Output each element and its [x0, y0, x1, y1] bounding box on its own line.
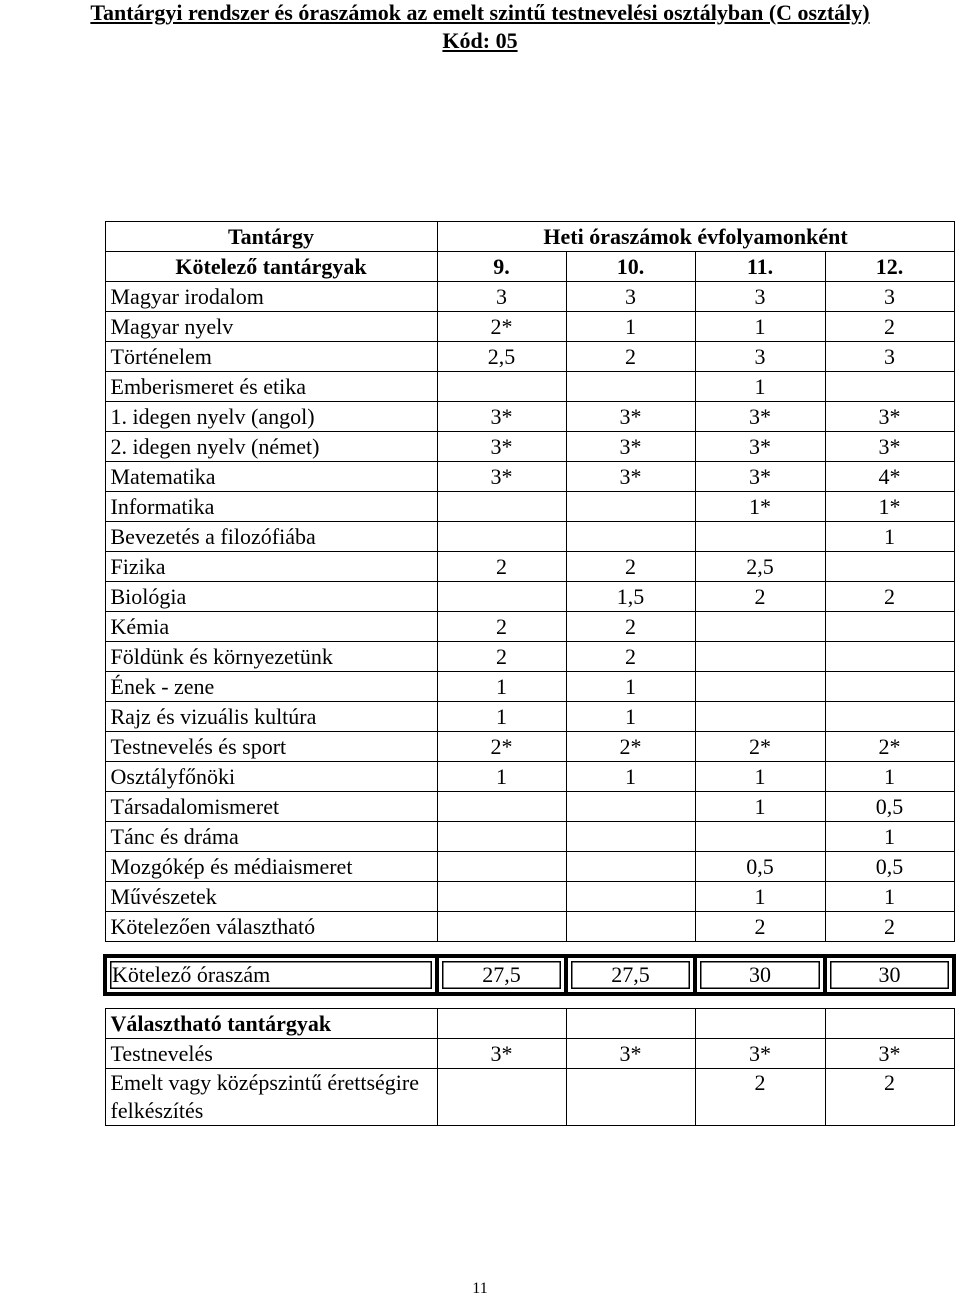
total-hours-grade-11: 30	[695, 956, 825, 994]
hours-cell-grade-12: 2*	[825, 732, 954, 762]
optional-subjects-header	[105, 1009, 954, 1039]
hours-cell-grade-9	[437, 792, 566, 822]
hours-cell-grade-10: 1	[566, 762, 695, 792]
hours-cell-grade-11	[695, 672, 825, 702]
hours-cell-grade-9: 3*	[437, 1039, 566, 1069]
hours-cell-grade-9: 2	[437, 642, 566, 672]
hours-cell-grade-10	[566, 882, 695, 912]
table-row	[105, 792, 954, 822]
hours-cell-grade-11: 2,5	[695, 552, 825, 582]
subject-cell: Magyar irodalom	[105, 282, 437, 312]
hours-cell-grade-12	[825, 612, 954, 642]
document-code: Kód: 05	[442, 28, 518, 53]
hours-cell-grade-11	[695, 702, 825, 732]
subject-cell: Emberismeret és etika	[105, 372, 437, 402]
hours-cell-grade-11	[695, 612, 825, 642]
hours-cell-grade-10: 2*	[566, 732, 695, 762]
hours-cell-grade-11: 3	[695, 282, 825, 312]
grade-11: 11.	[695, 252, 825, 282]
table-row	[105, 732, 954, 762]
total-hours-grade-10: 27,5	[566, 956, 695, 994]
hours-cell-grade-11: 1	[695, 762, 825, 792]
hours-cell-grade-12: 0,5	[825, 852, 954, 882]
table-row	[105, 342, 954, 372]
hours-cell-grade-12	[825, 702, 954, 732]
subject-cell: Mozgókép és médiaismeret	[105, 852, 437, 882]
hours-cell-grade-10: 1	[566, 672, 695, 702]
subject-cell: Testnevelés	[105, 1039, 437, 1069]
subject-cell: Földünk és környezetünk	[105, 642, 437, 672]
table-row	[105, 582, 954, 612]
table-spacer	[105, 994, 954, 1009]
table-row	[105, 852, 954, 882]
hours-cell-grade-10: 3	[566, 282, 695, 312]
hours-cell-grade-11	[695, 642, 825, 672]
hours-cell-grade-11: 3	[695, 342, 825, 372]
table-row	[105, 882, 954, 912]
hours-cell-grade-10: 1	[566, 312, 695, 342]
hours-cell-grade-9	[437, 912, 566, 942]
hours-cell-grade-12	[825, 552, 954, 582]
table-spacer	[105, 942, 954, 957]
hours-cell-grade-11: 3*	[695, 462, 825, 492]
hours-cell-grade-11: 3*	[695, 402, 825, 432]
grade-10: 10.	[566, 252, 695, 282]
hours-cell-grade-10: 3*	[566, 432, 695, 462]
hours-cell-grade-12: 2	[825, 1069, 954, 1126]
total-hours-row	[105, 956, 954, 994]
subject-cell: Matematika	[105, 462, 437, 492]
hours-cell-grade-11: 2	[695, 1069, 825, 1126]
optional-subjects-label: Választható tantárgyak	[105, 1009, 437, 1039]
hours-cell-grade-9: 2,5	[437, 342, 566, 372]
table-row	[105, 462, 954, 492]
hours-cell-grade-10	[566, 852, 695, 882]
hours-cell-grade-10	[566, 372, 695, 402]
hours-cell-grade-11: 1	[695, 312, 825, 342]
hours-cell-grade-10: 2	[566, 612, 695, 642]
hours-cell-grade-12: 3*	[825, 432, 954, 462]
hours-cell-grade-12	[825, 372, 954, 402]
hours-cell-grade-10: 3*	[566, 1039, 695, 1069]
header-weekly-hours: Heti óraszámok évfolyamonként	[437, 222, 954, 252]
table-grade-row	[105, 252, 954, 282]
subject-cell: Magyar nyelv	[105, 312, 437, 342]
subject-cell: Bevezetés a filozófiába	[105, 522, 437, 552]
hours-cell-grade-10: 2	[566, 342, 695, 372]
hours-cell-grade-11: 1	[695, 372, 825, 402]
table-row	[105, 642, 954, 672]
table-row	[105, 312, 954, 342]
table-row	[105, 432, 954, 462]
hours-cell-grade-10: 3*	[566, 402, 695, 432]
hours-cell-grade-10	[566, 492, 695, 522]
hours-cell-grade-12: 0,5	[825, 792, 954, 822]
hours-cell-grade-12: 2	[825, 912, 954, 942]
subject-cell: Rajz és vizuális kultúra	[105, 702, 437, 732]
hours-cell-grade-12	[825, 672, 954, 702]
hours-cell-grade-10	[566, 1069, 695, 1126]
hours-cell-grade-9: 2*	[437, 312, 566, 342]
hours-cell-grade-12: 2	[825, 312, 954, 342]
table-row	[105, 522, 954, 552]
subject-cell: Történelem	[105, 342, 437, 372]
hours-cell-grade-9	[437, 492, 566, 522]
subject-cell: Művészetek	[105, 882, 437, 912]
hours-cell-grade-12: 1*	[825, 492, 954, 522]
hours-cell-grade-9: 3*	[437, 402, 566, 432]
hours-cell-grade-11: 1*	[695, 492, 825, 522]
subject-cell: Emelt vagy középszintű érettségire felkészítés	[105, 1069, 437, 1126]
hours-cell-grade-9	[437, 1069, 566, 1126]
table-row	[105, 702, 954, 732]
hours-cell-grade-12: 1	[825, 822, 954, 852]
subject-cell: Ének - zene	[105, 672, 437, 702]
hours-cell-grade-11: 2	[695, 912, 825, 942]
header-subject: Tantárgy	[105, 222, 437, 252]
subject-cell: Informatika	[105, 492, 437, 522]
hours-cell-grade-10	[566, 792, 695, 822]
empty-cell	[695, 1009, 825, 1039]
hours-cell-grade-9: 3	[437, 282, 566, 312]
hours-cell-grade-12: 1	[825, 762, 954, 792]
total-hours-label: Kötelező óraszám	[105, 956, 437, 994]
hours-cell-grade-9	[437, 372, 566, 402]
hours-cell-grade-12: 3	[825, 342, 954, 372]
hours-cell-grade-9	[437, 522, 566, 552]
hours-cell-grade-9	[437, 852, 566, 882]
hours-cell-grade-9: 3*	[437, 462, 566, 492]
mandatory-subjects-label: Kötelező tantárgyak	[105, 252, 437, 282]
subject-cell: 2. idegen nyelv (német)	[105, 432, 437, 462]
hours-cell-grade-9: 1	[437, 702, 566, 732]
table-row	[105, 402, 954, 432]
hours-cell-grade-9: 2	[437, 552, 566, 582]
subject-cell: Osztályfőnöki	[105, 762, 437, 792]
table-row	[105, 822, 954, 852]
hours-cell-grade-9	[437, 582, 566, 612]
hours-cell-grade-12: 2	[825, 582, 954, 612]
hours-cell-grade-10: 2	[566, 552, 695, 582]
table-row	[105, 1039, 954, 1069]
hours-cell-grade-11: 1	[695, 792, 825, 822]
hours-cell-grade-12: 3*	[825, 1039, 954, 1069]
hours-cell-grade-11	[695, 822, 825, 852]
hours-cell-grade-10: 2	[566, 642, 695, 672]
hours-cell-grade-11: 3*	[695, 1039, 825, 1069]
subject-cell: Fizika	[105, 552, 437, 582]
hours-cell-grade-11: 0,5	[695, 852, 825, 882]
hours-cell-grade-9	[437, 882, 566, 912]
hours-cell-grade-12: 3	[825, 282, 954, 312]
hours-cell-grade-12: 1	[825, 522, 954, 552]
hours-cell-grade-10: 1,5	[566, 582, 695, 612]
empty-cell	[437, 1009, 566, 1039]
subject-cell: Kémia	[105, 612, 437, 642]
grade-9: 9.	[437, 252, 566, 282]
table-header-row	[105, 222, 954, 252]
hours-cell-grade-9: 2*	[437, 732, 566, 762]
table-row	[105, 672, 954, 702]
table-row	[105, 612, 954, 642]
subject-cell: Testnevelés és sport	[105, 732, 437, 762]
table-row	[105, 282, 954, 312]
grade-12: 12.	[825, 252, 954, 282]
table-row	[105, 552, 954, 582]
subject-cell: Tánc és dráma	[105, 822, 437, 852]
table-row	[105, 912, 954, 942]
subject-cell: Kötelezően választható	[105, 912, 437, 942]
table-row	[105, 1069, 954, 1126]
hours-cell-grade-12: 4*	[825, 462, 954, 492]
table-row	[105, 372, 954, 402]
hours-cell-grade-10	[566, 912, 695, 942]
page-number: 11	[472, 1280, 488, 1297]
subject-cell: Társadalomismeret	[105, 792, 437, 822]
total-hours-grade-12: 30	[825, 956, 954, 994]
hours-cell-grade-11: 2*	[695, 732, 825, 762]
hours-cell-grade-10: 3*	[566, 462, 695, 492]
hours-cell-grade-10	[566, 822, 695, 852]
hours-cell-grade-11: 1	[695, 882, 825, 912]
table-row	[105, 492, 954, 522]
curriculum-table	[103, 221, 956, 1126]
empty-cell	[566, 1009, 695, 1039]
table-row	[105, 762, 954, 792]
hours-cell-grade-10: 1	[566, 702, 695, 732]
total-hours-grade-9: 27,5	[437, 956, 566, 994]
hours-cell-grade-9: 3*	[437, 432, 566, 462]
hours-cell-grade-9: 1	[437, 762, 566, 792]
hours-cell-grade-11: 3*	[695, 432, 825, 462]
subject-cell: 1. idegen nyelv (angol)	[105, 402, 437, 432]
hours-cell-grade-9: 2	[437, 612, 566, 642]
hours-cell-grade-12: 1	[825, 882, 954, 912]
hours-cell-grade-9: 1	[437, 672, 566, 702]
hours-cell-grade-12: 3*	[825, 402, 954, 432]
hours-cell-grade-9	[437, 822, 566, 852]
empty-cell	[825, 1009, 954, 1039]
hours-cell-grade-12	[825, 642, 954, 672]
document-title: Tantárgyi rendszer és óraszámok az emelt szintű testnevelési osztályban (C osztály)	[90, 0, 870, 25]
hours-cell-grade-11	[695, 522, 825, 552]
subject-cell: Biológia	[105, 582, 437, 612]
hours-cell-grade-10	[566, 522, 695, 552]
hours-cell-grade-11: 2	[695, 582, 825, 612]
